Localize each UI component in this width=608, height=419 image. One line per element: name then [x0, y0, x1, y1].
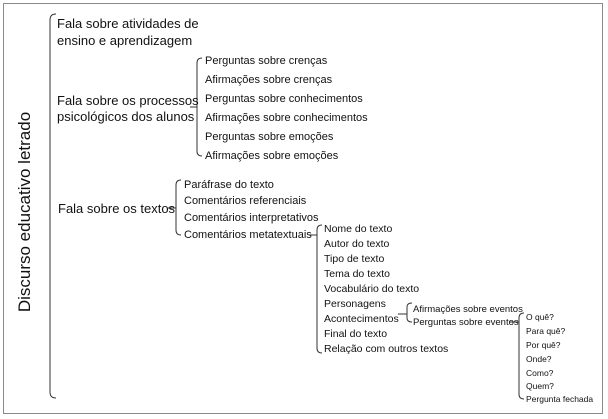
psych-item-perguntas-crencas: Perguntas sobre crenças	[205, 55, 328, 67]
question-item-para-que: Para quê?	[526, 326, 566, 336]
level1-psychological-line1: Fala sobre os processos	[57, 93, 199, 108]
bracket-metatextual	[317, 225, 322, 353]
meta-item-relacao: Relação com outros textos	[324, 343, 449, 355]
psych-item-afirmacoes-conhecimentos: Afirmações sobre conhecimentos	[205, 112, 368, 124]
psych-item-afirmacoes-crencas: Afirmações sobre crenças	[205, 74, 333, 86]
meta-item-vocabulario: Vocabulário do texto	[324, 283, 420, 295]
texts-item-metatextuais: Comentários metatextuais	[184, 229, 312, 241]
question-item-por-que: Por quê?	[526, 340, 561, 350]
meta-item-tipo: Tipo de texto	[324, 253, 385, 265]
bracket-questions	[519, 313, 524, 399]
bracket-events	[407, 303, 412, 322]
bracket-texts	[176, 180, 181, 235]
meta-item-autor: Autor do texto	[324, 238, 390, 250]
psych-item-perguntas-conhecimentos: Perguntas sobre conhecimentos	[205, 93, 363, 105]
root-title: Discurso educativo letrado	[15, 111, 34, 313]
level1-activities-line2: ensino e aprendizagem	[57, 33, 193, 48]
meta-item-nome: Nome do texto	[324, 223, 393, 235]
events-item-afirmacoes: Afirmações sobre eventos	[413, 304, 523, 315]
texts-item-parafrase: Paráfrase do texto	[184, 179, 274, 191]
meta-item-acontecimentos: Acontecimentos	[324, 313, 399, 325]
psych-item-afirmacoes-emocoes: Afirmações sobre emoções	[205, 150, 339, 162]
texts-item-referenciais: Comentários referenciais	[184, 195, 307, 207]
question-item-onde: Onde?	[526, 354, 552, 364]
meta-item-tema: Tema do texto	[324, 268, 390, 280]
question-item-pergunta-fechada: Pergunta fechada	[526, 394, 594, 404]
level1-texts: Fala sobre os textos	[58, 201, 176, 216]
question-item-o-que: O quê?	[526, 312, 554, 322]
question-item-como: Como?	[526, 368, 554, 378]
question-item-quem: Quem?	[526, 381, 554, 391]
meta-item-final: Final do texto	[324, 328, 388, 340]
psych-item-perguntas-emocoes: Perguntas sobre emoções	[205, 131, 334, 143]
level1-psychological-line2: psicológicos dos alunos	[57, 109, 195, 124]
meta-item-personagens: Personagens	[324, 298, 386, 310]
level1-activities-line1: Fala sobre atividades de	[57, 16, 199, 31]
events-item-perguntas: Perguntas sobre eventos	[413, 317, 519, 328]
bracket-root	[50, 14, 56, 398]
texts-item-interpretativos: Comentários interpretativos	[184, 212, 319, 224]
